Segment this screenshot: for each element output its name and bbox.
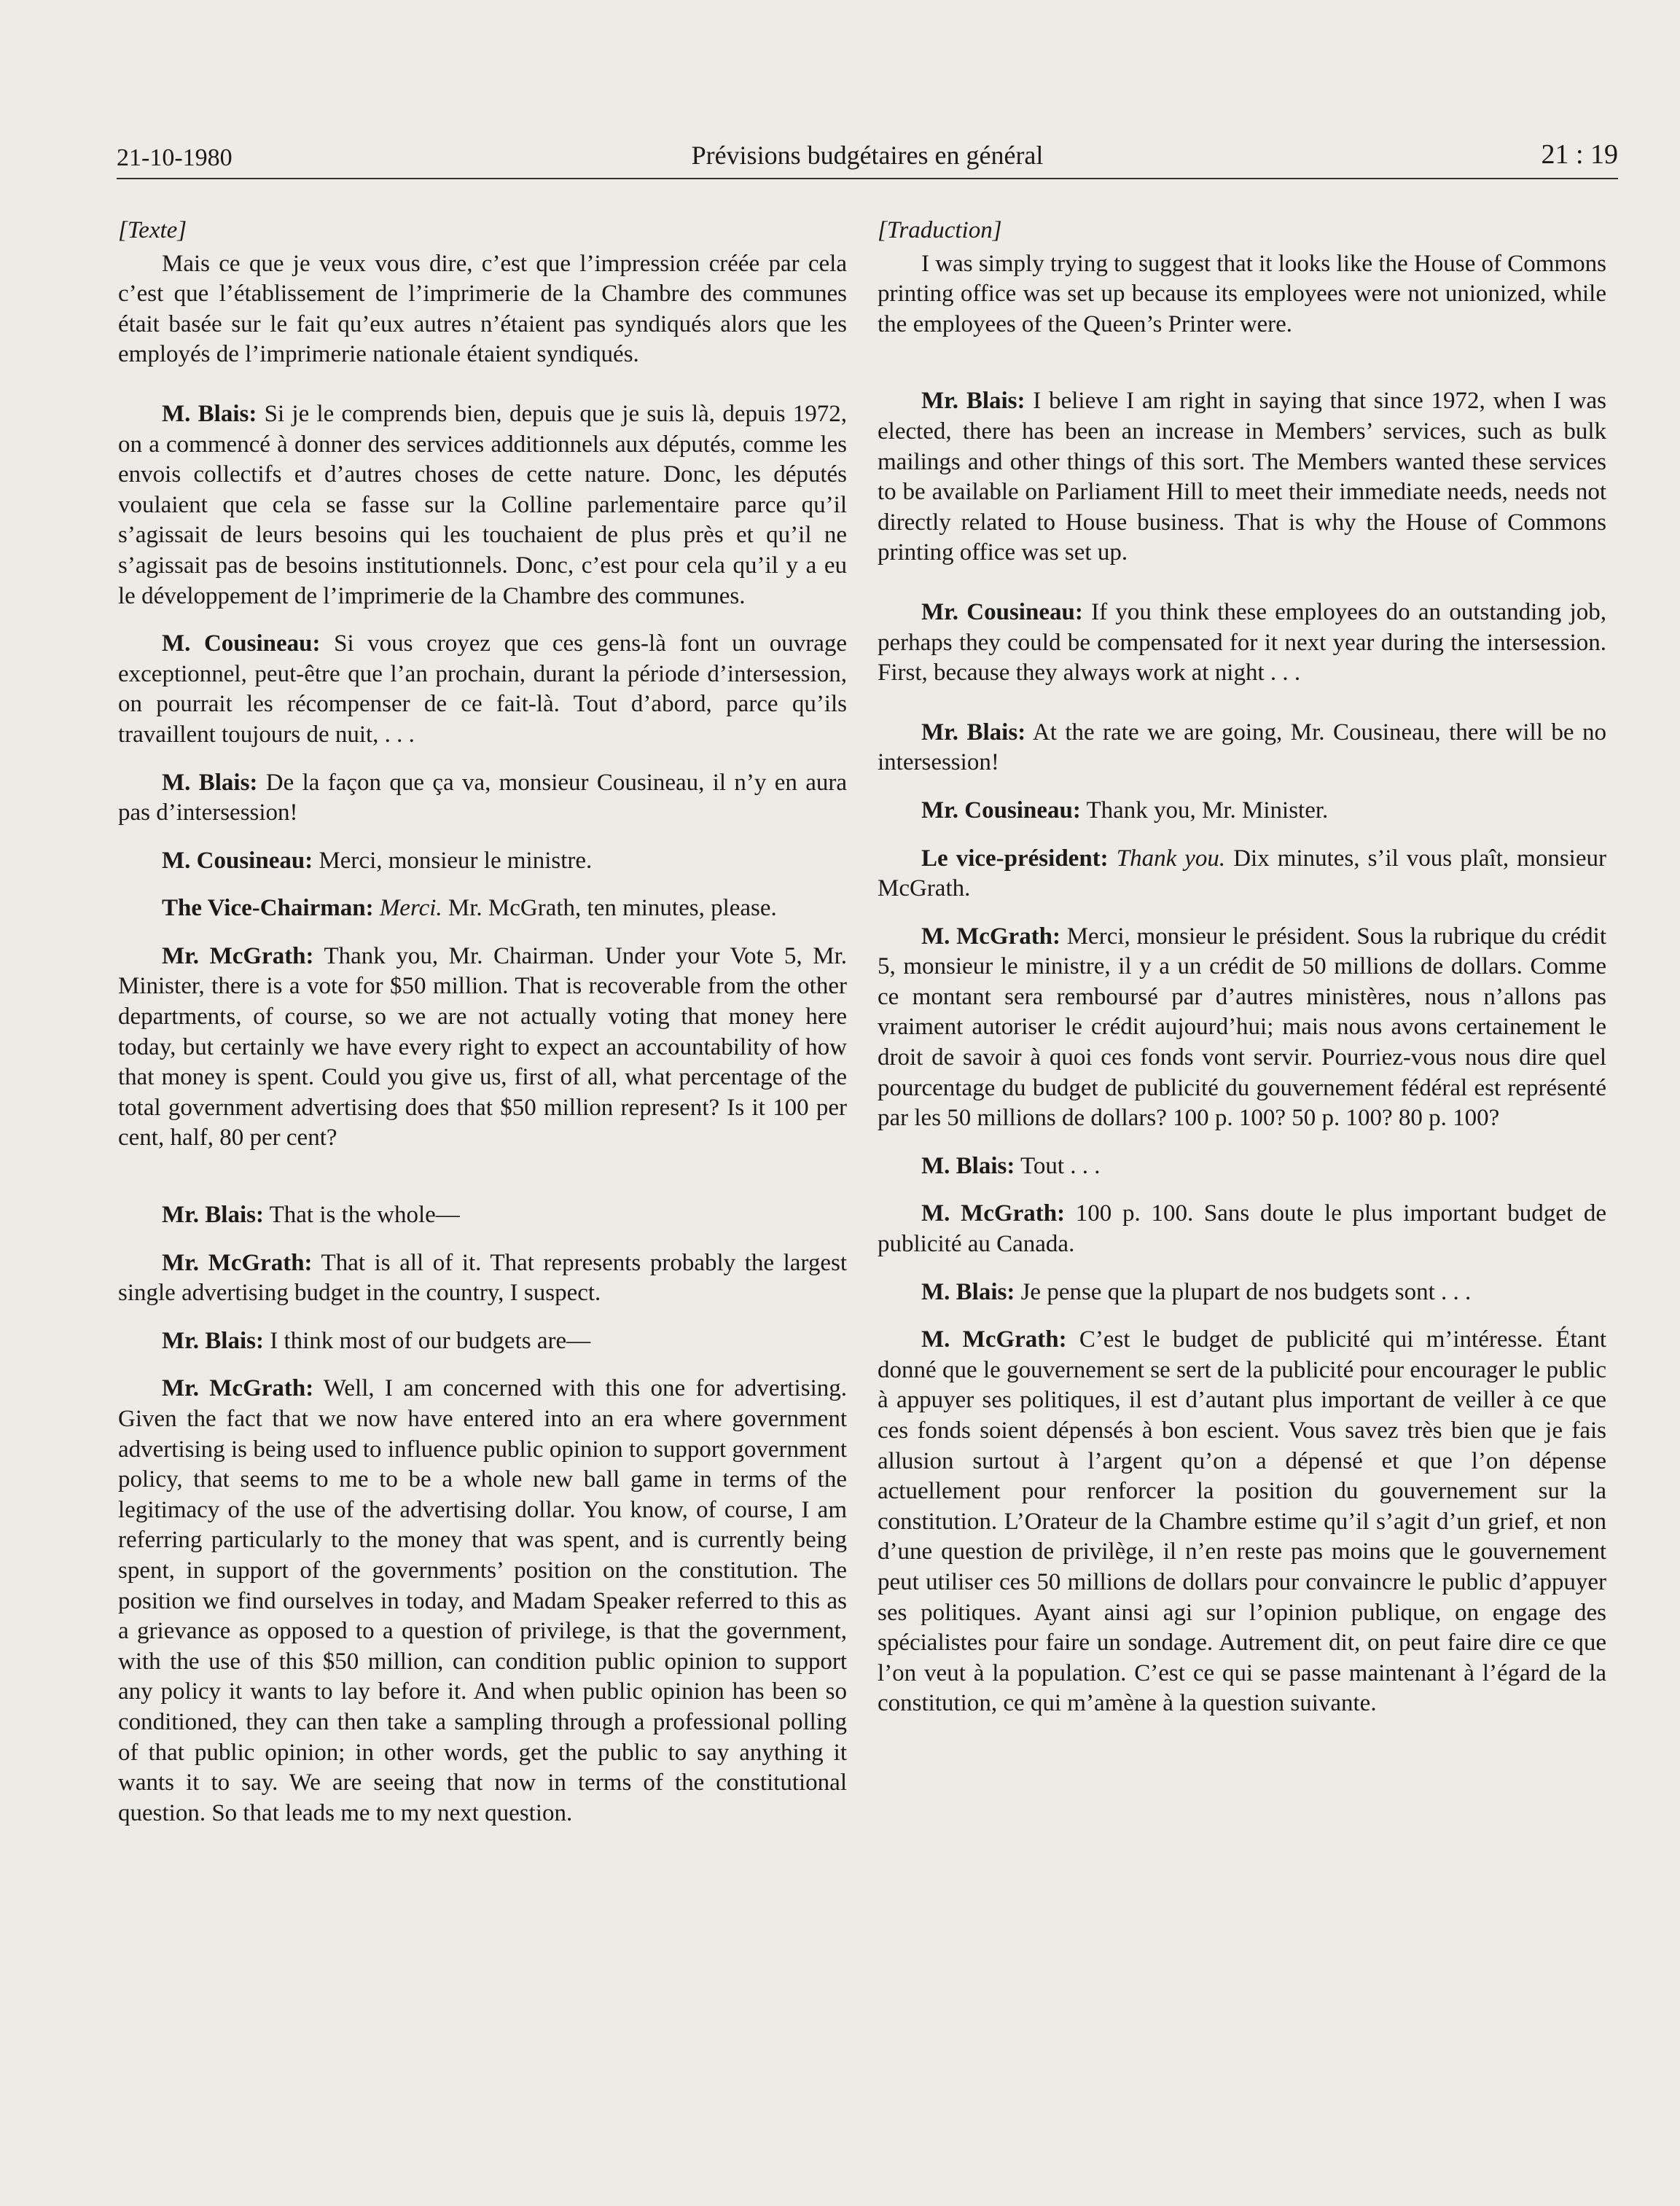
speech-text: Si vous croyez que ces gens-là font un ouvrage exceptionnel, peut-être que l’an prochain, durant la période d’intersession, on pourrait les récompenser de ce fait-là. Tout d’abord, parce qu’ils travaillent toujours de nuit, . . .: [118, 630, 848, 748]
speech-text: Thank you, Mr. Minister.: [1080, 797, 1329, 824]
speaker: Mr. McGrath:: [162, 1375, 314, 1402]
header-title: Prévisions budgétaires en général: [691, 141, 1044, 170]
speech-text: Well, I am concerned with this one for advertising. Given the fact that we now have entered into an era where government advertising is being used to influence public opinion to support government policy, that seems to me to be a whole new ball game in terms of the legitimacy of the use of the advertising dollar. You know, of course, I am referring particularly to the money that was spent, and is currently being spent, in support of the governments’ position on the constitution. The position we find ourselves in today, and Madam Speaker referred to this as a grievance as opposed to a question of privilege, is that the government, with the use of this $50 million, can condition public opinion to support any policy it wants to lay before it. And when public opinion has been so conditioned, they can then take a sampling through a professional polling of that public opinion; in other words, get the public to say anything it wants it to say. We are seeing that now in terms of the constitutional question. So that leads me to my next question.: [118, 1375, 847, 1826]
speaker: M. Cousineau:: [162, 630, 321, 657]
speaker: Mr. Cousineau:: [921, 598, 1083, 625]
speech-text: Si je le comprends bien, depuis que je suis là, depuis 1972, on a commencé à donner des services additionnels aux députés, comme les envois collectifs et d’autres choses de cette nature. Donc, les députés voulaient que cela se fasse sur la Colline parlementaire parce qu’il s’agissait de leurs besoins qui les touchaient de plus près et qu’il ne s’agissait pas de besoins institutionnels. Donc, c’est pour cela qu’il y a eu le développement de l’imprimerie de la Chambre des communes.: [118, 400, 847, 609]
language-label: [Traduction]: [878, 217, 1002, 243]
speech-text: C’est le budget de publicité qui m’intéresse. Étant donné que le gouvernement se sert de la publicité pour encourager le public à appuyer ses politiques, il est d’autant plus important de veiller à ce que ces fonds soient dépensés à bon escient. Vous savez très bien que je fais allusion surtout à l’argent qu’on a dépensé et que l’on dépense actuellement pour renforcer la position du gouvernement sur la constitution. L’Orateur de la Chambre estime qu’il s’agit d’un grief, et non d’une question de privilège, il n’en reste pas moins que le gouvernement peut utiliser ces 50 millions de dollars pour convaincre le public d’appuyer ses politiques. Ayant ainsi agi sur l’opinion publique, on engage des spécialistes pour faire un sondage. Autrement dit, on peut faire dire ce que l’on veut à la population. C’est ce qui se passe maintenant à l’égard de la constitution, ce qui m’amène à la question suivante.: [878, 1326, 1606, 1717]
speech: [118, 942, 847, 1154]
speech-text: Tout . . .: [1015, 1152, 1101, 1179]
speech: [878, 1325, 1606, 1719]
speech-text: Mr. McGrath, ten minutes, please.: [442, 895, 777, 922]
speech: [118, 768, 847, 829]
header-page-number: 21 : 19: [1541, 139, 1618, 170]
header-date: 21-10-1980: [117, 144, 233, 171]
speech: [118, 1374, 847, 1828]
speech-italic: Thank you.: [1116, 845, 1226, 872]
speech: [118, 1248, 847, 1309]
speech: [878, 1199, 1606, 1259]
speaker: M. McGrath:: [921, 1200, 1066, 1227]
speech: [118, 399, 847, 611]
speech: [878, 718, 1606, 778]
speaker: Mr. Blais:: [162, 1202, 264, 1229]
speech: [878, 844, 1606, 904]
speech: [878, 796, 1606, 826]
speech: [878, 598, 1606, 689]
speaker: M. Blais:: [162, 769, 258, 796]
speech-text: Merci, monsieur le ministre.: [313, 847, 593, 874]
speech: [118, 846, 847, 877]
speaker: M. Blais:: [921, 1152, 1015, 1179]
speech-text: Thank you, Mr. Chairman. Under your Vote 5, Mr. Minister, there is a vote for $50 million. That is recoverable from the other departments, of course, so we are not actually voting that money here today, but certainly we have every right to expect an accountability of how that money is spent. Could you give us, first of all, what percentage of the total government advertising does that $50 million represent? Is it 100 per cent, half, 80 per cent?: [118, 942, 847, 1151]
speech: [118, 629, 847, 750]
speech: [118, 893, 847, 924]
speech-text: If you think these employees do an outstanding job, perhaps they could be compensated for it next year during the intersession. First, because they always work at night . . .: [878, 598, 1606, 687]
speaker: Mr. McGrath:: [162, 942, 314, 969]
speech-text: 100 p. 100. Sans doute le plus important budget de publicité au Canada.: [878, 1200, 1606, 1258]
speech: [878, 1278, 1606, 1308]
speech: [878, 386, 1606, 568]
speaker: Mr. Blais:: [921, 719, 1026, 746]
speech-text: De la façon que ça va, monsieur Cousineau, il n’y en aura pas d’intersession!: [118, 769, 847, 826]
speech: [878, 1151, 1606, 1182]
speaker: M. McGrath:: [921, 1326, 1067, 1353]
speaker: M. Cousineau:: [162, 847, 313, 874]
speech-text: Je pense que la plupart de nos budgets sont . . .: [1015, 1278, 1472, 1305]
running-header: [117, 138, 1618, 179]
speech: [118, 1326, 847, 1357]
speaker: M. McGrath:: [921, 923, 1061, 950]
paragraph: Mais ce que je veux vous dire, c’est que l’impression créée par cela c’est que l’établissement de l’imprimerie de la Chambre des communes était basée sur le fait qu’eux autres n’étaient pas syndiqués alors que les employés de l’imprimerie nationale étaient syndiqués.: [118, 250, 847, 368]
language-label: [Texte]: [118, 217, 187, 243]
speech-text: That is the whole—: [263, 1202, 460, 1229]
speaker: The Vice-Chairman:: [162, 895, 374, 922]
speaker: M. Blais:: [921, 1278, 1015, 1305]
speaker: M. Blais:: [162, 400, 257, 427]
speaker: Le vice-président:: [921, 845, 1109, 872]
speaker: Mr. Blais:: [921, 388, 1025, 415]
speech: [878, 922, 1606, 1134]
right-column: [878, 216, 1606, 1737]
speaker: Mr. McGrath:: [162, 1249, 313, 1276]
left-column: [118, 216, 847, 1846]
paragraph: I was simply trying to suggest that it looks like the House of Commons printing office was set up because its employees were not unionized, while the employees of the Queen’s Printer were.: [878, 250, 1606, 337]
speech-text: At the rate we are going, Mr. Cousineau, there will be no intersession!: [878, 719, 1606, 776]
speech: [118, 1200, 847, 1231]
speech-text: Merci, monsieur le président. Sous la rubrique du crédit 5, monsieur le ministre, il y a un crédit de 50 millions de dollars. Comme ce montant sera remboursé par d’autres ministères, nous n’allons pas vraiment autoriser le crédit aujourd’hui; mais nous avons certainement le droit de savoir à quoi ces fonds vont servir. Pourriez-vous nous dire quel pourcentage du budget de publicité du gouvernement fédéral est représenté par les 50 millions de dollars? 100 p. 100? 50 p. 100? 80 p. 100?: [878, 923, 1607, 1132]
speech-text: I think most of our budgets are—: [263, 1327, 591, 1354]
speaker: Mr. Blais:: [162, 1327, 264, 1354]
speech-italic: Merci.: [379, 895, 442, 922]
speech-text: That is all of it. That represents probably the largest single advertising budget in the country, I suspect.: [118, 1249, 847, 1307]
speech-text: Dix minutes, s’il vous plaît, monsieur McGrath.: [878, 845, 1606, 902]
speech-text: I believe I am right in saying that since 1972, when I was elected, there has been an increase in Members’ services, such as bulk mailings and other things of this sort. The Members wanted these services to be available on Parliament Hill to meet their immediate needs, needs not directly related to House business. That is why the House of Commons printing office was set up.: [878, 388, 1606, 566]
speaker: Mr. Cousineau:: [921, 797, 1081, 824]
